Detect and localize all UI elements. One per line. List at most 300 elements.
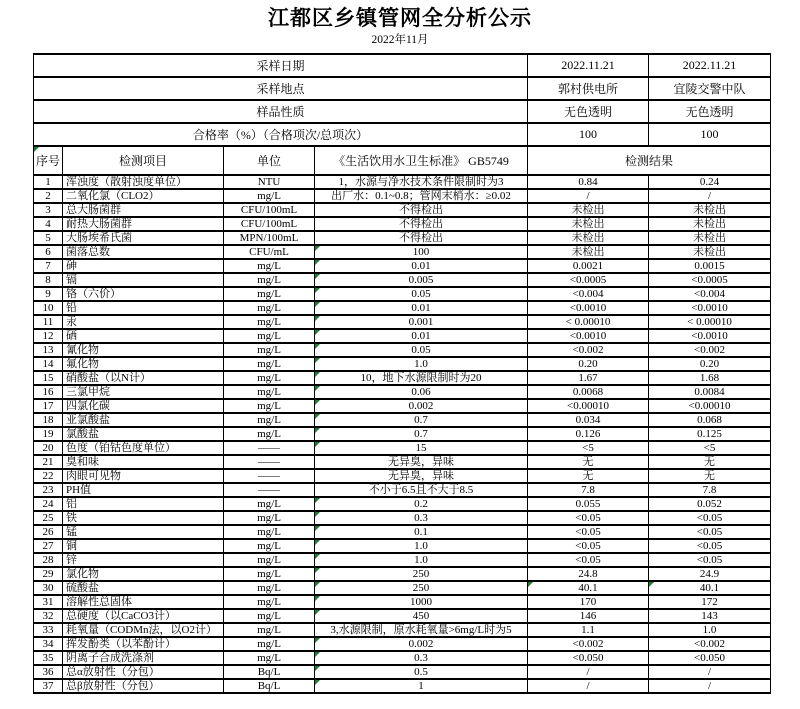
result-value-1: 未检出: [528, 231, 649, 245]
result-value-1: <0.002: [528, 637, 649, 651]
unit: mg/L: [224, 525, 315, 539]
result-value-1: 0.034: [528, 413, 649, 427]
item-name: 氯酸盐: [63, 427, 224, 441]
standard-value: 450: [315, 609, 528, 623]
item-name: 亚氯酸盐: [63, 413, 224, 427]
row-number: 36: [34, 665, 63, 679]
standard-value: 无异臭，异味: [315, 455, 528, 469]
table-row: [34, 273, 771, 287]
result-value-1: <0.05: [528, 553, 649, 567]
item-name: 阴离子合成洗涤剂: [63, 651, 224, 665]
standard-value: 0.5: [315, 665, 528, 679]
result-value-1: 170: [528, 595, 649, 609]
result-value-1: 无: [528, 455, 649, 469]
number-as-text-flag-icon: [315, 568, 320, 573]
number-as-text-flag-icon: [315, 638, 320, 643]
table-row: [34, 315, 771, 329]
item-name: 四氯化碳: [63, 399, 224, 413]
unit: mg/L: [224, 399, 315, 413]
result-value-2: 未检出: [649, 231, 771, 245]
standard-value: 0.01: [315, 301, 528, 315]
row-number: 5: [34, 231, 63, 245]
col-header-result: 检测结果: [528, 146, 771, 175]
result-value-1: 未检出: [528, 203, 649, 217]
result-value-1: /: [528, 679, 649, 693]
table-row: [34, 217, 771, 231]
unit: ——: [224, 455, 315, 469]
item-name: 氯化物: [63, 567, 224, 581]
item-name: 大肠埃希氏菌: [63, 231, 224, 245]
unit: mg/L: [224, 651, 315, 665]
item-name: 总β放射性（分包）: [63, 679, 224, 693]
result-value-1: <0.050: [528, 651, 649, 665]
table-row: [34, 343, 771, 357]
unit: mg/L: [224, 623, 315, 637]
result-value-1: 146: [528, 609, 649, 623]
number-as-text-flag-icon: [649, 582, 654, 587]
result-value-1: /: [528, 665, 649, 679]
result-value-2: <0.05: [649, 539, 771, 553]
unit: mg/L: [224, 637, 315, 651]
result-value-2: <0.05: [649, 511, 771, 525]
row-number: 13: [34, 343, 63, 357]
table-row: [34, 441, 771, 455]
item-name: 溶解性总固体: [63, 595, 224, 609]
unit: Bq/L: [224, 665, 315, 679]
result-value-2: < 0.00010: [649, 315, 771, 329]
result-value-2: <5: [649, 441, 771, 455]
row-number: 24: [34, 497, 63, 511]
item-name: 臭和味: [63, 455, 224, 469]
table-row: [34, 371, 771, 385]
row-number: 35: [34, 651, 63, 665]
unit: mg/L: [224, 427, 315, 441]
table-row: [34, 567, 771, 581]
result-value-1: <0.05: [528, 525, 649, 539]
number-as-text-flag-icon: [315, 512, 320, 517]
page-subtitle: 2022年11月: [371, 34, 429, 46]
result-value-1: 0.0021: [528, 259, 649, 273]
row-number: 1: [34, 175, 63, 189]
standard-value: 1，水源与净水技术条件限制时为3: [315, 175, 528, 189]
item-name: 总大肠菌群: [63, 203, 224, 217]
number-as-text-flag-icon: [315, 344, 320, 349]
table-row: [34, 525, 771, 539]
standard-value: 0.2: [315, 497, 528, 511]
number-as-text-flag-icon: [34, 147, 39, 152]
table-row: [34, 329, 771, 343]
result-value-2: 0.052: [649, 497, 771, 511]
row-number: 28: [34, 553, 63, 567]
info-row: [34, 100, 771, 123]
result-value-1: 40.1: [528, 581, 649, 595]
item-name: 锰: [63, 525, 224, 539]
unit: mg/L: [224, 259, 315, 273]
table-row: [34, 679, 771, 693]
unit: CFU/100mL: [224, 203, 315, 217]
col-header-item: 检测项目: [63, 146, 224, 175]
standard-value: 0.01: [315, 259, 528, 273]
table-row: [34, 245, 771, 259]
result-value-1: <0.0010: [528, 329, 649, 343]
info-value-1: 无色透明: [528, 100, 649, 123]
sample-info-table: [33, 53, 771, 147]
result-value-2: /: [649, 189, 771, 203]
item-name: 浑浊度（散射浊度单位）: [63, 175, 224, 189]
unit: mg/L: [224, 581, 315, 595]
table-row: [34, 231, 771, 245]
number-as-text-flag-icon: [315, 596, 320, 601]
result-value-2: <0.004: [649, 287, 771, 301]
table-row: [34, 595, 771, 609]
item-name: 硫酸盐: [63, 581, 224, 595]
standard-value: 0.01: [315, 329, 528, 343]
table-row: [34, 203, 771, 217]
result-value-1: 0.20: [528, 357, 649, 371]
unit: mg/L: [224, 273, 315, 287]
result-value-2: <0.0005: [649, 273, 771, 287]
item-name: 三氯甲烷: [63, 385, 224, 399]
result-value-2: <0.05: [649, 525, 771, 539]
result-value-2: 1.68: [649, 371, 771, 385]
result-value-1: 1.67: [528, 371, 649, 385]
unit: mg/L: [224, 343, 315, 357]
row-number: 31: [34, 595, 63, 609]
unit: mg/L: [224, 189, 315, 203]
item-name: 铬（六价）: [63, 287, 224, 301]
standard-value: 出厂水：0.1~0.8；管网末梢水：≥0.02: [315, 189, 528, 203]
standard-value: 100: [315, 245, 528, 259]
row-number: 7: [34, 259, 63, 273]
item-name: 氟化物: [63, 357, 224, 371]
number-as-text-flag-icon: [315, 498, 320, 503]
row-number: 34: [34, 637, 63, 651]
standard-value: 0.001: [315, 315, 528, 329]
table-row: [34, 651, 771, 665]
page-title: 江都区乡镇管网全分析公示: [268, 7, 532, 30]
row-number: 15: [34, 371, 63, 385]
result-value-2: <0.00010: [649, 399, 771, 413]
row-number: 10: [34, 301, 63, 315]
item-name: 氰化物: [63, 343, 224, 357]
result-value-2: 未检出: [649, 245, 771, 259]
table-row: [34, 175, 771, 189]
result-value-1: <0.0005: [528, 273, 649, 287]
standard-value: 1: [315, 679, 528, 693]
result-value-1: 无: [528, 469, 649, 483]
result-value-1: 未检出: [528, 217, 649, 231]
info-label: 合格率（%）（合格项次/总项次）: [34, 123, 528, 146]
row-number: 2: [34, 189, 63, 203]
unit: ——: [224, 469, 315, 483]
item-name: 硝酸盐（以N计）: [63, 371, 224, 385]
standard-value: 0.06: [315, 385, 528, 399]
unit: ——: [224, 483, 315, 497]
item-name: 汞: [63, 315, 224, 329]
info-label: 样品性质: [34, 100, 528, 123]
row-number: 20: [34, 441, 63, 455]
result-value-2: 0.20: [649, 357, 771, 371]
info-row: [34, 123, 771, 146]
item-name: 菌落总数: [63, 245, 224, 259]
unit: mg/L: [224, 385, 315, 399]
result-value-2: 7.8: [649, 483, 771, 497]
row-number: 17: [34, 399, 63, 413]
table-row: [34, 581, 771, 595]
standard-value: 250: [315, 567, 528, 581]
table-row: [34, 483, 771, 497]
info-value-1: 100: [528, 123, 649, 146]
result-value-1: <0.004: [528, 287, 649, 301]
result-value-1: <0.0010: [528, 301, 649, 315]
result-value-2: <0.050: [649, 651, 771, 665]
item-name: 镉: [63, 273, 224, 287]
unit: mg/L: [224, 329, 315, 343]
col-header-no: [34, 146, 63, 175]
standard-value: 0.05: [315, 287, 528, 301]
result-value-2: 0.068: [649, 413, 771, 427]
number-as-text-flag-icon: [315, 666, 320, 671]
row-number: 26: [34, 525, 63, 539]
table-row: [34, 259, 771, 273]
number-as-text-flag-icon: [315, 288, 320, 293]
row-number: 30: [34, 581, 63, 595]
row-number: 25: [34, 511, 63, 525]
unit: CFU/mL: [224, 245, 315, 259]
row-number: 21: [34, 455, 63, 469]
result-value-2: <0.0010: [649, 329, 771, 343]
item-name: 砷: [63, 259, 224, 273]
standard-value: 3,水源限制，原水耗氧量>6mg/L时为5: [315, 623, 528, 637]
standard-value: 0.3: [315, 651, 528, 665]
result-value-1: <0.05: [528, 539, 649, 553]
result-value-1: <5: [528, 441, 649, 455]
item-name: 色度（铂钴色度单位）: [63, 441, 224, 455]
standard-value: 250: [315, 581, 528, 595]
result-value-1: 0.055: [528, 497, 649, 511]
result-value-2: 无: [649, 455, 771, 469]
item-name: 肉眼可见物: [63, 469, 224, 483]
number-as-text-flag-icon: [315, 526, 320, 531]
standard-value: 1.0: [315, 357, 528, 371]
unit: mg/L: [224, 539, 315, 553]
result-value-2: <0.0010: [649, 301, 771, 315]
table-row: [34, 469, 771, 483]
number-as-text-flag-icon: [315, 274, 320, 279]
standard-value: 0.002: [315, 637, 528, 651]
result-value-2: 未检出: [649, 217, 771, 231]
standard-value: 0.1: [315, 525, 528, 539]
table-row: [34, 623, 771, 637]
unit: MPN/100mL: [224, 231, 315, 245]
result-value-1: <0.002: [528, 343, 649, 357]
unit: mg/L: [224, 301, 315, 315]
info-value-2: 100: [649, 123, 771, 146]
number-as-text-flag-icon: [315, 442, 320, 447]
result-value-2: <0.002: [649, 343, 771, 357]
table-row: [34, 497, 771, 511]
standard-value: 15: [315, 441, 528, 455]
result-value-2: 0.125: [649, 427, 771, 441]
item-name: 硒: [63, 329, 224, 343]
number-as-text-flag-icon: [528, 582, 533, 587]
result-value-2: <0.002: [649, 637, 771, 651]
result-value-2: 0.0084: [649, 385, 771, 399]
result-value-1: 未检出: [528, 245, 649, 259]
row-number: 9: [34, 287, 63, 301]
table-row: [34, 665, 771, 679]
row-number: 6: [34, 245, 63, 259]
standard-value: 无异臭，异味: [315, 469, 528, 483]
item-name: 铅: [63, 301, 224, 315]
number-as-text-flag-icon: [315, 246, 320, 251]
table-row: [34, 399, 771, 413]
table-row: [34, 455, 771, 469]
unit: CFU/100mL: [224, 217, 315, 231]
row-number: 11: [34, 315, 63, 329]
number-as-text-flag-icon: [315, 554, 320, 559]
result-value-1: 24.8: [528, 567, 649, 581]
number-as-text-flag-icon: [315, 260, 320, 265]
row-number: 29: [34, 567, 63, 581]
unit: mg/L: [224, 413, 315, 427]
row-number: 23: [34, 483, 63, 497]
row-number: 19: [34, 427, 63, 441]
info-label: 采样日期: [34, 54, 528, 77]
number-as-text-flag-icon: [315, 372, 320, 377]
number-as-text-flag-icon: [315, 428, 320, 433]
standard-value: 1.0: [315, 553, 528, 567]
result-value-2: 1.0: [649, 623, 771, 637]
row-number: 33: [34, 623, 63, 637]
result-value-2: /: [649, 679, 771, 693]
row-number: 22: [34, 469, 63, 483]
results-table: [33, 145, 771, 694]
table-row: [34, 637, 771, 651]
result-value-2: /: [649, 665, 771, 679]
unit: mg/L: [224, 511, 315, 525]
result-value-2: 无: [649, 469, 771, 483]
result-value-1: <0.05: [528, 511, 649, 525]
result-value-2: 172: [649, 595, 771, 609]
info-value-2: 宜陵交警中队: [649, 77, 771, 100]
item-name: 二氧化氯（CLO2）: [63, 189, 224, 203]
number-as-text-flag-icon: [315, 400, 320, 405]
result-value-1: <0.00010: [528, 399, 649, 413]
info-label: 采样地点: [34, 77, 528, 100]
unit: mg/L: [224, 357, 315, 371]
number-as-text-flag-icon: [315, 414, 320, 419]
result-value-1: 0.126: [528, 427, 649, 441]
standard-value: 0.002: [315, 399, 528, 413]
unit: mg/L: [224, 315, 315, 329]
row-number: 37: [34, 679, 63, 693]
number-as-text-flag-icon: [315, 302, 320, 307]
standard-value: 0.7: [315, 427, 528, 441]
result-value-2: <0.05: [649, 553, 771, 567]
standard-value: 0.005: [315, 273, 528, 287]
row-number: 4: [34, 217, 63, 231]
result-value-1: < 0.00010: [528, 315, 649, 329]
standard-value: 0.05: [315, 343, 528, 357]
info-value-1: 2022.11.21: [528, 54, 649, 77]
col-header-unit: 单位: [224, 146, 315, 175]
standard-value: 10，地下水源限制时为20: [315, 371, 528, 385]
result-value-2: 0.24: [649, 175, 771, 189]
table-row: [34, 427, 771, 441]
unit: mg/L: [224, 553, 315, 567]
table-row: [34, 301, 771, 315]
standard-value: 1.0: [315, 539, 528, 553]
row-number: 14: [34, 357, 63, 371]
info-value-2: 无色透明: [649, 100, 771, 123]
row-number: 12: [34, 329, 63, 343]
unit: mg/L: [224, 371, 315, 385]
standard-value: 不得检出: [315, 217, 528, 231]
item-name: 锌: [63, 553, 224, 567]
unit: mg/L: [224, 567, 315, 581]
unit: NTU: [224, 175, 315, 189]
item-name: 耐热大肠菌群: [63, 217, 224, 231]
number-as-text-flag-icon: [315, 316, 320, 321]
standard-value: 不得检出: [315, 231, 528, 245]
standard-value: 1000: [315, 595, 528, 609]
column-header-row: [34, 146, 771, 175]
col-header-no-label: 序号: [35, 154, 60, 168]
result-value-1: 0.0068: [528, 385, 649, 399]
info-row: [34, 77, 771, 100]
item-name: 耗氧量（CODMn法，以O2计）: [63, 623, 224, 637]
number-as-text-flag-icon: [315, 610, 320, 615]
standard-value: 不得检出: [315, 203, 528, 217]
number-as-text-flag-icon: [315, 540, 320, 545]
row-number: 32: [34, 609, 63, 623]
unit: ——: [224, 441, 315, 455]
table-row: [34, 357, 771, 371]
unit: Bq/L: [224, 679, 315, 693]
unit: mg/L: [224, 595, 315, 609]
row-number: 27: [34, 539, 63, 553]
unit: mg/L: [224, 497, 315, 511]
table-row: [34, 511, 771, 525]
item-name: 总硬度（以CaCO3计）: [63, 609, 224, 623]
standard-value: 0.7: [315, 413, 528, 427]
result-value-1: 0.84: [528, 175, 649, 189]
result-value-2: 24.9: [649, 567, 771, 581]
result-value-2: 0.0015: [649, 259, 771, 273]
result-value-1: 7.8: [528, 483, 649, 497]
row-number: 18: [34, 413, 63, 427]
row-number: 3: [34, 203, 63, 217]
col-header-standard: 《生活饮用水卫生标准》 GB5749: [315, 146, 528, 175]
number-as-text-flag-icon: [315, 652, 320, 657]
item-name: 总α放射性（分包）: [63, 665, 224, 679]
row-number: 16: [34, 385, 63, 399]
table-row: [34, 413, 771, 427]
table-row: [34, 385, 771, 399]
number-as-text-flag-icon: [315, 680, 320, 685]
info-row: [34, 54, 771, 77]
table-row: [34, 287, 771, 301]
number-as-text-flag-icon: [315, 582, 320, 587]
standard-value: 0.3: [315, 511, 528, 525]
result-value-1: 1.1: [528, 623, 649, 637]
unit: mg/L: [224, 609, 315, 623]
item-name: 铜: [63, 539, 224, 553]
unit: mg/L: [224, 287, 315, 301]
item-name: PH值: [63, 483, 224, 497]
table-row: [34, 553, 771, 567]
